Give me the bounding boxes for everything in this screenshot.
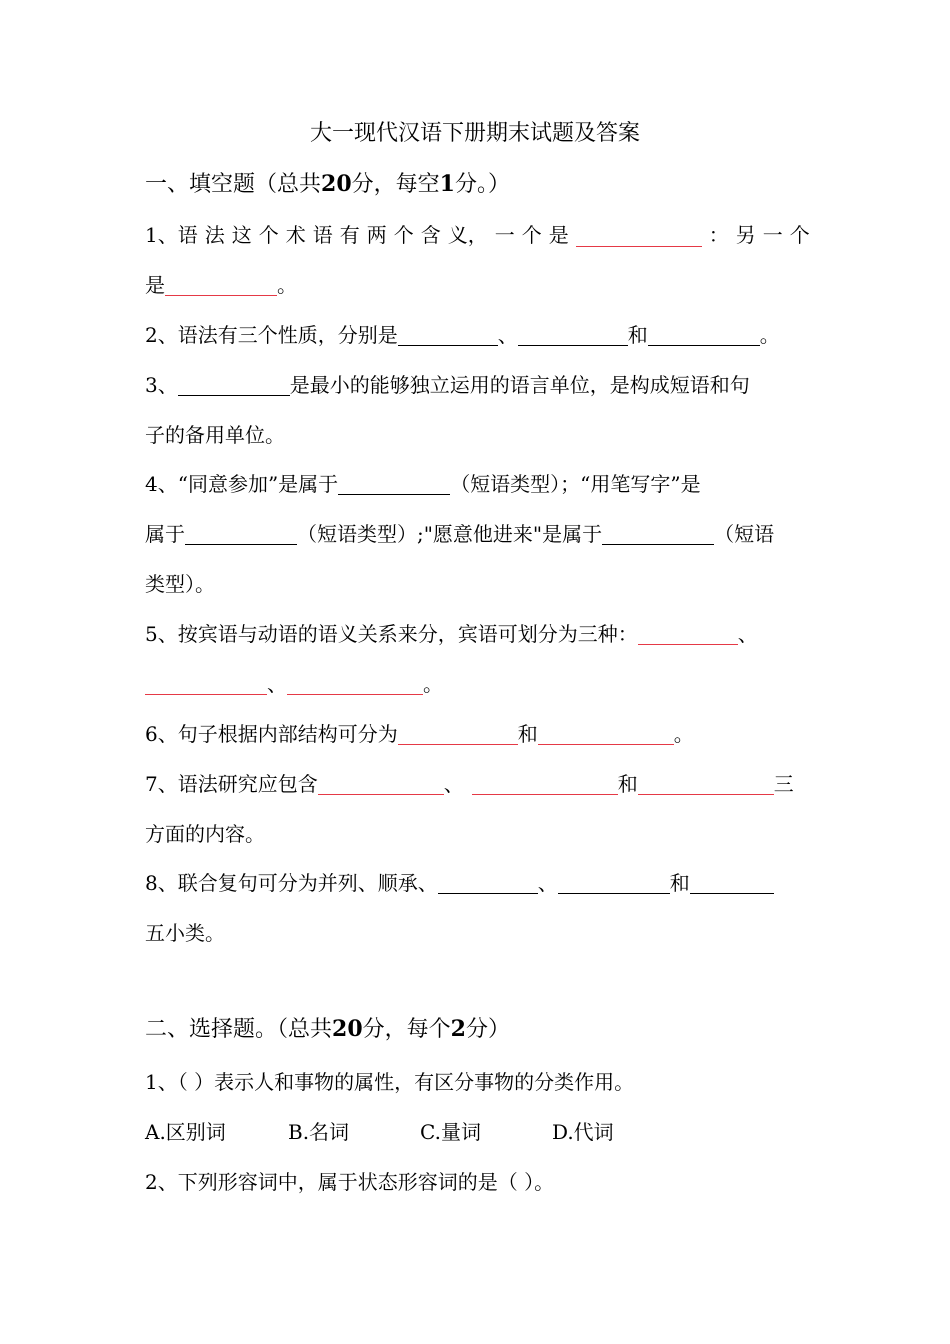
q-text: 和 [517,722,538,746]
q-text: 、 [443,772,464,796]
q-text: 这 [231,223,252,247]
q-text: 是 [548,223,569,247]
mc-question-1-stem: 1、（ ）表示人和事物的属性，有区分事物的分类作用。 [145,1070,635,1094]
q-text: 2、语法有三个性质，分别是 [145,323,398,347]
question-6 [145,717,810,751]
heading-score: 1 [439,171,455,197]
heading-text: 分。） [454,172,510,197]
q-text: 。 [277,273,297,297]
answer-blank[interactable] [538,722,674,745]
option-b[interactable]: B.名词 [288,1120,350,1144]
heading-score: 2 [450,1016,466,1042]
q-text: 有 [339,223,360,247]
q-text: 法 [204,223,225,247]
q-text: 和 [627,323,648,347]
document-title: 大一现代汉语下册期末试题及答案 [309,121,640,146]
question-4-line-3: 类型）。 [145,572,215,596]
q-text: 7、语法研究应包含 [145,772,318,796]
question-2 [145,318,810,352]
q-text: 1、语 [145,223,198,247]
mc-question-2-stem: 2、下列形容词中，属于状态形容词的是（ ）。 [145,1170,555,1194]
q-text: 和 [669,871,690,895]
question-7-line-2: 方面的内容。 [145,822,265,846]
q-text: 三 [773,772,794,796]
heading-text: 分，每空 [351,172,440,197]
q-text: 4、“同意参加”是属于 [145,472,339,496]
answer-blank[interactable] [472,772,618,795]
answer-blank[interactable] [178,373,290,396]
heading-score: 20 [321,171,352,197]
question-1-line-2 [145,268,810,302]
answer-blank[interactable] [690,871,774,894]
q-text: 是 [145,273,165,297]
q-text: 两 [366,223,387,247]
q-text: 个 [521,223,542,247]
mc-question-1-options [145,1115,810,1149]
q-text: （短语类型）；“用笔写字”是 [450,472,701,496]
option-d[interactable]: D.代词 [552,1120,614,1144]
q-text: 个 [393,223,414,247]
answer-blank[interactable] [318,772,444,795]
question-8-line-2: 五小类。 [145,921,225,945]
q-text: 术 [285,223,306,247]
q-text: 5、按宾语与动语的语义关系来分，宾语可划分为三种： [145,622,638,646]
q-text: 、 [737,622,758,646]
q-text: 个 [258,223,279,247]
q-text: 、 [267,672,287,696]
q-text: （短语类型）;"愿意他进来"是属于 [297,522,603,546]
q-text: 3、 [145,373,178,397]
q-text: 是最小的能够独立运用的语言单位，是构成短语和句 [289,373,750,397]
option-a[interactable]: A.区别词 [145,1120,226,1144]
section-2-heading [145,1012,810,1046]
answer-blank[interactable] [648,323,760,346]
question-3-line-1 [145,368,810,402]
answer-blank[interactable] [398,323,498,346]
q-text: 个 [789,223,810,247]
q-text: 和 [617,772,638,796]
answer-blank[interactable] [145,672,267,695]
q-text: 。 [759,323,780,347]
answer-blank[interactable] [185,522,297,545]
q-text: 含 [420,223,441,247]
q-text: 属于 [145,522,185,546]
answer-blank[interactable] [576,224,702,247]
q-text: 另 [735,223,756,247]
q-text: 语 [312,223,333,247]
answer-blank[interactable] [518,323,628,346]
question-5-line-1 [145,617,810,651]
q-text: 、 [497,323,518,347]
q-text: 、 [537,871,558,895]
q-text: （短语 [714,522,775,546]
q-text: ： [708,223,729,247]
q-text: 一 [762,223,783,247]
heading-text: 分） [465,1017,510,1042]
question-7-line-1 [145,767,810,801]
question-8-line-1 [145,866,810,900]
answer-blank[interactable] [438,871,538,894]
question-4-line-1 [145,467,810,501]
answer-blank[interactable] [338,472,450,495]
question-1-line-1 [145,218,810,252]
heading-text: 二、选择题。（总共 [145,1017,333,1042]
answer-blank[interactable] [165,273,277,296]
answer-blank[interactable] [638,772,774,795]
answer-blank[interactable] [638,622,738,645]
question-5-line-2 [145,667,810,701]
q-text: 义， [447,223,488,247]
answer-blank[interactable] [287,672,423,695]
q-text: 。 [423,672,443,696]
question-3-line-2: 子的备用单位。 [145,423,285,447]
q-text: 一 [494,223,515,247]
heading-text: 一、填空题（总共 [145,172,322,197]
heading-score: 20 [332,1016,363,1042]
q-text: 6、句子根据内部结构可分为 [145,722,398,746]
q-text: 。 [673,722,694,746]
answer-blank[interactable] [602,522,714,545]
answer-blank[interactable] [398,722,518,745]
q-text: 8、联合复句可分为并列、顺承、 [145,871,438,895]
answer-blank[interactable] [558,871,670,894]
question-4-line-2 [145,517,810,551]
option-c[interactable]: C.量词 [420,1120,481,1144]
section-1-heading [145,167,810,201]
heading-text: 分，每个 [362,1017,451,1042]
